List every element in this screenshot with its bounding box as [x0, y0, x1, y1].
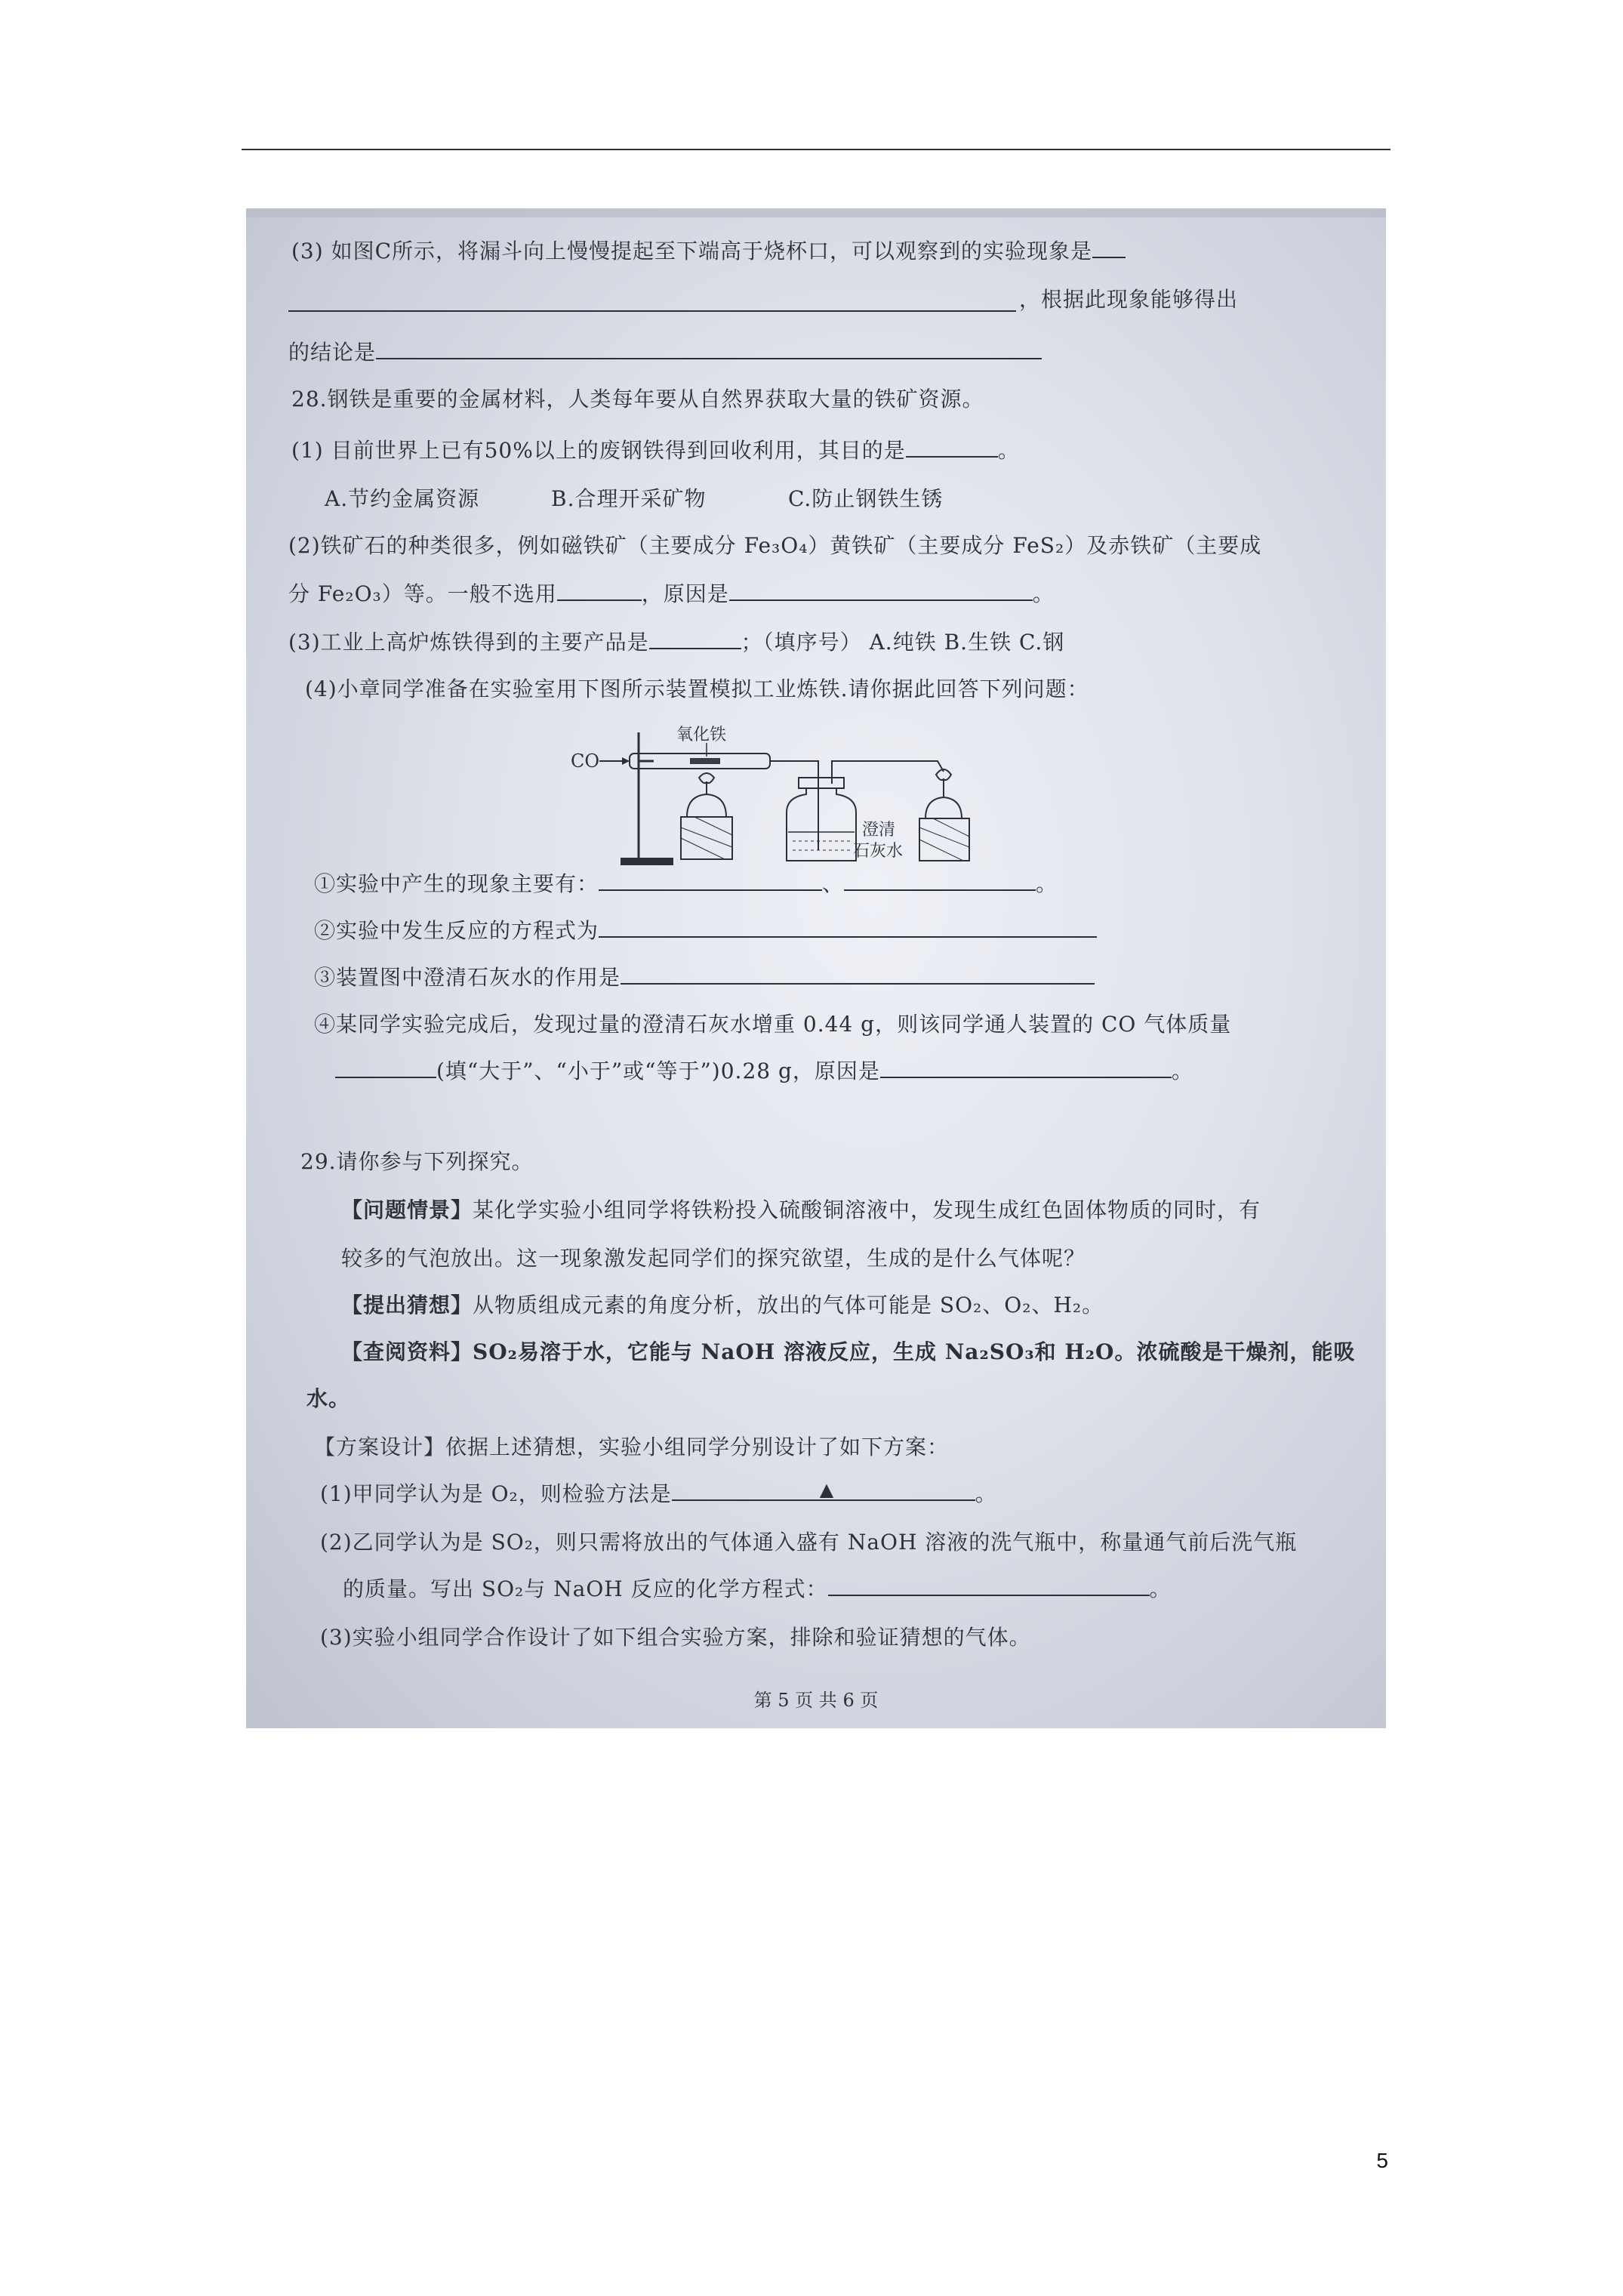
q27-3-line2-tail: ，根据此现象能够得出 — [1019, 287, 1239, 312]
limewater-bottle — [787, 788, 856, 861]
q28-4: (4)小章同学准备在实验室用下图所示装置模拟工业炼铁.请你据此回答下列问题： — [305, 676, 1089, 701]
iron-smelting-apparatus-diagram — [566, 722, 989, 870]
q29-1: (1)甲同学认为是 O₂，则检验方法是 ▲ 。 — [320, 1481, 997, 1507]
q29-scenario-line1: 【问题情景】某化学实验小组同学将铁粉投入硫酸铜溶液中，发现生成红色固体物质的同时，有 — [341, 1197, 1261, 1222]
header-rule — [242, 149, 1390, 150]
q28-4-sub1: ①实验中产生的现象主要有： 、 。 — [314, 871, 1058, 896]
q28-3: (3)工业上高炉炼铁得到的主要产品是 ；（填序号） A.纯铁 B.生铁 C.钢 — [288, 630, 1065, 655]
iron-oxide-powder — [690, 758, 720, 764]
q29-stem: 29.请你参与下列探究。 — [300, 1149, 534, 1174]
flame-icon — [699, 773, 714, 783]
page-number: 5 — [1376, 2149, 1388, 2172]
q29-reference-line1: 【查阅资料】SO₂易溶于水，它能与 NaOH 溶液反应，生成 Na₂SO₃和 H₂O。浓硫酸是干燥剂，能吸 — [341, 1339, 1356, 1364]
q28-4-sub4-line1: ④某同学实验完成后，发现过量的澄清石灰水增重 0.44 g，则该同学通人装置的 CO 气体质量 — [314, 1012, 1232, 1037]
diagram-limewater-label-2: 石灰水 — [853, 842, 904, 861]
q28-1-option-a: A.节约金属资源 — [325, 486, 480, 511]
q29-scenario-line2: 较多的气泡放出。这一现象激发起同学们的探究欲望，生成的是什么气体呢？ — [341, 1246, 1086, 1271]
scanned-exam-photo — [246, 208, 1386, 1728]
q29-guess: 【提出猜想】从物质组成元素的角度分析，放出的气体可能是 SO₂、O₂、H₂。 — [341, 1293, 1104, 1318]
diagram-limewater-label-1: 澄清 — [862, 821, 896, 840]
q29-2-line2: 的质量。写出 SO₂与 NaOH 反应的化学方程式： 。 — [343, 1576, 1172, 1601]
scan-page-footer: 第 5 页 共 6 页 — [753, 1690, 879, 1711]
q28-1: (1) 目前世界上已有50%以上的废钢铁得到回收利用，其目的是 。 — [291, 438, 1020, 463]
q28-2-line1: (2)铁矿石的种类很多，例如磁铁矿（主要成分 Fe₃O₄）黄铁矿（主要成分 FeS₂）及赤铁矿（主要成 — [288, 533, 1262, 558]
q29-reference-line2: 水。 — [306, 1386, 351, 1411]
diagram-iron-oxide-label: 氧化铁 — [676, 726, 727, 744]
q28-4-sub3: ③装置图中澄清石灰水的作用是 — [314, 965, 1095, 991]
q28-stem: 28.钢铁是重要的金属材料，人类每年要从自然界获取大量的铁矿资源。 — [291, 387, 984, 411]
q27-3-line1: (3) 如图C所示，将漏斗向上慢慢提起至下端高于烧杯口，可以观察到的实验现象是 — [291, 239, 1126, 264]
gas-flow-arrow-icon — [622, 757, 630, 765]
diagram-co-label: CO — [571, 750, 600, 772]
wooden-block-1 — [681, 817, 732, 859]
q28-1-option-b: B.合理开采矿物 — [551, 486, 707, 511]
alcohol-lamp-2 — [925, 797, 962, 818]
q28-2-line2: 分 Fe₂O₃）等。一般不选用 ，原因是 。 — [288, 581, 1055, 606]
q29-3: (3)实验小组同学合作设计了如下组合实验方案，排除和验证猜想的气体。 — [320, 1625, 1031, 1650]
answer-placeholder-triangle-icon: ▲ — [819, 1479, 835, 1500]
q28-1-option-c: C.防止钢铁生锈 — [788, 486, 944, 511]
wooden-block-2 — [919, 818, 969, 861]
q29-plan: 【方案设计】依据上述猜想，实验小组同学分别设计了如下方案： — [314, 1435, 950, 1459]
q27-3-blank-1 — [288, 310, 1016, 312]
alcohol-lamp-1 — [687, 794, 726, 817]
q29-2-line1: (2)乙同学认为是 SO₂，则只需将放出的气体通入盛有 NaOH 溶液的洗气瓶中，称量通气前后洗气瓶 — [320, 1530, 1298, 1555]
q27-3-line3: 的结论是 — [288, 340, 1042, 365]
q28-4-sub4-line2: (填“大于”、“小于”或“等于”)0.28 g，原因是 。 — [335, 1059, 1193, 1084]
q28-4-sub2: ②实验中发生反应的方程式为 — [314, 918, 1097, 944]
